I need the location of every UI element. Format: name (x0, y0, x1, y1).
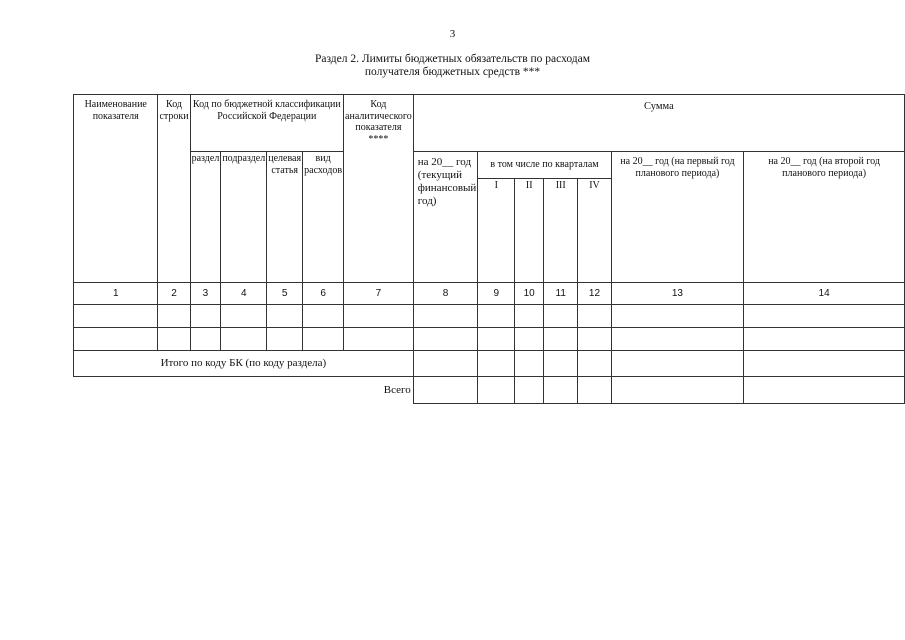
empty-cell[interactable] (544, 377, 578, 404)
empty-cell[interactable] (611, 328, 744, 351)
empty-cell[interactable] (611, 377, 744, 404)
column-number: 9 (478, 283, 515, 305)
header-target-item: целевая статья (267, 152, 303, 283)
empty-cell[interactable] (515, 305, 544, 328)
header-q4: IV (578, 179, 611, 283)
limits-table-wrapper (73, 94, 905, 404)
section-title-line1: Раздел 2. Лимиты бюджетных обязательств по расходам (314, 53, 591, 65)
empty-cell[interactable] (413, 351, 478, 377)
empty-cell[interactable] (344, 328, 414, 351)
section-title-line2: получателя бюджетных средств *** (364, 66, 541, 78)
empty-cell[interactable] (544, 305, 578, 328)
total-label: Всего (74, 377, 414, 404)
header-current-year: на 20__ год (текущий финансовый год) (413, 152, 478, 283)
column-number: 6 (303, 283, 344, 305)
header-q1: I (478, 179, 515, 283)
column-number: 2 (158, 283, 190, 305)
column-number: 7 (344, 283, 414, 305)
empty-cell[interactable] (74, 305, 158, 328)
empty-cell[interactable] (221, 328, 267, 351)
empty-cell[interactable] (544, 351, 578, 377)
column-number: 13 (611, 283, 744, 305)
header-bk-code: Код по бюджетной классификации Российской Федерации (190, 95, 343, 152)
header-analytic-code: Код аналитического показателя **** (344, 95, 414, 283)
column-number: 8 (413, 283, 478, 305)
header-line-code: Код строки (158, 95, 190, 283)
total-row (74, 377, 905, 404)
empty-cell[interactable] (267, 328, 303, 351)
empty-cell[interactable] (578, 351, 611, 377)
empty-cell[interactable] (267, 305, 303, 328)
empty-cell[interactable] (478, 351, 515, 377)
empty-cell[interactable] (413, 305, 478, 328)
empty-cell[interactable] (611, 351, 744, 377)
empty-cell[interactable] (515, 351, 544, 377)
header-second-plan-year: на 20__ год (на второй год планового периода) (744, 152, 905, 283)
empty-cell[interactable] (158, 328, 190, 351)
empty-cell[interactable] (515, 328, 544, 351)
empty-cell[interactable] (578, 328, 611, 351)
empty-cell[interactable] (413, 328, 478, 351)
limits-table (73, 94, 905, 404)
column-number: 11 (544, 283, 578, 305)
empty-cell[interactable] (74, 328, 158, 351)
empty-cell[interactable] (544, 328, 578, 351)
column-number: 10 (515, 283, 544, 305)
empty-cell[interactable] (478, 305, 515, 328)
empty-cell[interactable] (578, 377, 611, 404)
header-section: раздел (190, 152, 221, 283)
column-number: 5 (267, 283, 303, 305)
empty-cell[interactable] (478, 377, 515, 404)
page-number: 3 (449, 28, 456, 40)
column-numbers-row (74, 283, 905, 305)
empty-cell[interactable] (221, 305, 267, 328)
header-q3: III (544, 179, 578, 283)
header-quarters: в том числе по кварталам (478, 152, 611, 179)
empty-cell[interactable] (744, 328, 905, 351)
column-number: 12 (578, 283, 611, 305)
column-number: 3 (190, 283, 221, 305)
empty-cell[interactable] (190, 328, 221, 351)
empty-cell[interactable] (611, 305, 744, 328)
section-title (0, 53, 905, 79)
empty-cell[interactable] (744, 351, 905, 377)
header-sum: Сумма (413, 95, 904, 152)
header-expense-type: вид расходов (303, 152, 344, 283)
empty-cell[interactable] (478, 328, 515, 351)
header-q2: II (515, 179, 544, 283)
column-number: 1 (74, 283, 158, 305)
empty-cell[interactable] (744, 305, 905, 328)
data-row-1 (74, 305, 905, 328)
empty-cell[interactable] (515, 377, 544, 404)
data-row-2 (74, 328, 905, 351)
column-number: 14 (744, 283, 905, 305)
empty-cell[interactable] (158, 305, 190, 328)
empty-cell[interactable] (344, 305, 414, 328)
empty-cell[interactable] (578, 305, 611, 328)
empty-cell[interactable] (744, 377, 905, 404)
column-number: 4 (221, 283, 267, 305)
empty-cell[interactable] (303, 305, 344, 328)
header-subsection: подраздел (221, 152, 267, 283)
subtotal-label: Итого по коду БК (по коду раздела) (74, 351, 414, 377)
subtotal-row (74, 351, 905, 377)
header-name: Наименование показателя (74, 95, 158, 283)
empty-cell[interactable] (190, 305, 221, 328)
header-first-plan-year: на 20__ год (на первый год планового периода) (611, 152, 744, 283)
empty-cell[interactable] (413, 377, 478, 404)
empty-cell[interactable] (303, 328, 344, 351)
